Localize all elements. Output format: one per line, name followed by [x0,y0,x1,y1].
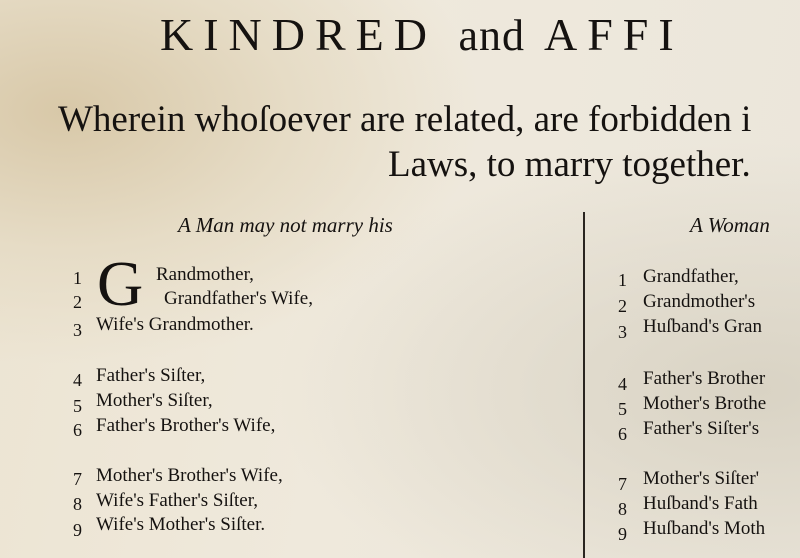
list-number: 2 [73,292,82,312]
list-item: Father's Siſter's [643,418,760,439]
list-item: Father's Siſter, [96,365,206,386]
list-number: 2 [618,296,627,316]
title-kindred: KINDRED [160,9,437,60]
list-item: Grandmother's [643,291,756,312]
column-divider [583,212,585,558]
list-number: 4 [73,370,82,390]
list-item: Wife's Father's Siſter, [96,490,259,511]
list-item: Huſband's Gran [643,316,762,337]
list-number: 8 [618,499,627,519]
list-item: Grandfather's Wife, [164,288,313,309]
list-number: 3 [73,320,82,340]
list-number: 9 [618,524,627,544]
list-item: Huſband's Fath [643,493,758,514]
list-number: 7 [73,469,82,489]
title-and: and [458,11,526,60]
list-number: 9 [73,520,82,540]
subtitle-line-1: Wherein whoſoever are related, are forbidden i [58,99,752,140]
list-item: Father's Brother [643,368,766,389]
list-item: Wife's Grandmother. [96,314,254,335]
list-item: Father's Brother's Wife, [96,415,276,436]
list-item: Mother's Siſter, [96,390,213,411]
list-number: 6 [73,420,82,440]
title-affinity: AFFI [543,9,684,60]
list-item: Mother's Brothe [643,393,767,414]
list-item: Huſband's Moth [643,518,766,539]
list-number: 5 [618,399,627,419]
list-number: 6 [618,424,627,444]
list-number: 5 [73,396,82,416]
list-item: Randmother, [156,264,254,285]
subtitle-line-2: Laws, to marry together. [388,144,751,185]
right-column-header: A Woman [690,213,770,237]
list-number: 4 [618,374,627,394]
document-title [160,8,684,61]
list-number: 3 [618,322,627,342]
left-column-header: A Man may not marry his [178,213,393,237]
list-item: Mother's Brother's Wife, [96,465,283,486]
list-item: Wife's Mother's Siſter. [96,514,266,535]
drop-cap: G [97,248,144,319]
list-number: 7 [618,474,627,494]
list-item: Grandfather, [643,266,739,287]
list-number: 8 [73,494,82,514]
list-number: 1 [73,268,82,288]
list-number: 1 [618,270,627,290]
list-item: Mother's Siſter' [643,468,760,489]
